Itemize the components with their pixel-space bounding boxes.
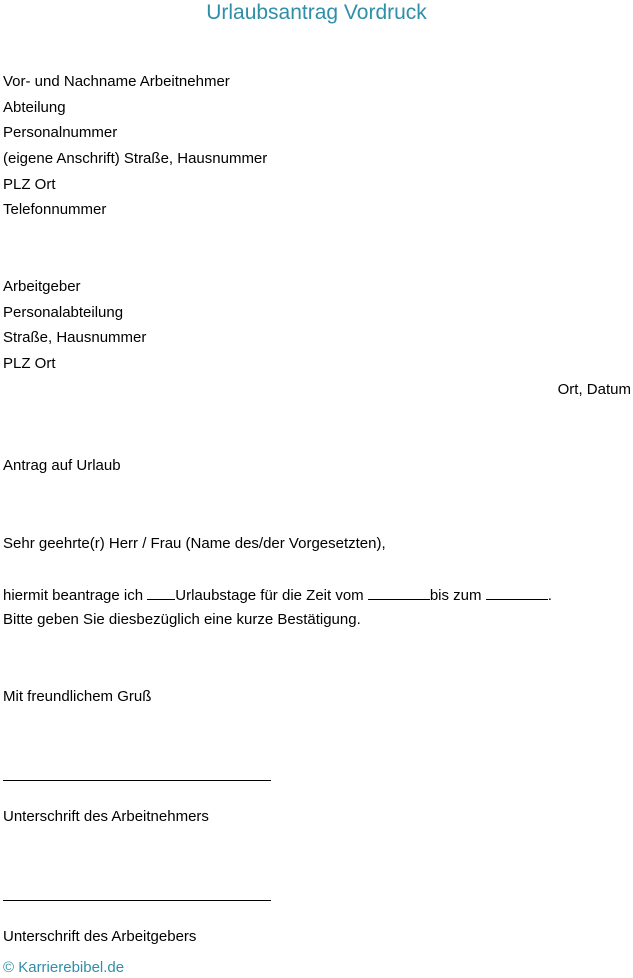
body-text-part1: hiermit beantrage ich [3,587,148,604]
salutation: Sehr geehrte(r) Herr / Frau (Name des/der Vorgesetzten), [3,535,386,552]
body-text-part2: Urlaubstage für die Zeit vom [175,587,368,604]
to-date-blank [486,585,548,600]
recipient-city: PLZ Ort [3,355,56,372]
sender-personnel-number: Personalnummer [3,124,118,141]
body-line-2: Bitte geben Sie diesbezüglich eine kurze Bestätigung. [3,611,361,628]
from-date-blank [368,585,430,600]
employer-signature-line [3,900,271,901]
employee-signature-line [3,780,271,781]
closing: Mit freundlichem Gruß [3,688,152,705]
days-blank [147,585,175,600]
sender-department: Abteilung [3,99,66,116]
recipient-street: Straße, Hausnummer [3,329,147,346]
recipient-employer: Arbeitgeber [3,278,81,295]
recipient-department: Personalabteilung [3,304,124,321]
subject-line: Antrag auf Urlaub [3,457,121,474]
employer-signature-label: Unterschrift des Arbeitgebers [3,928,197,945]
document-title: Urlaubsantrag Vordruck [206,1,427,24]
sender-city: PLZ Ort [3,176,56,193]
employee-signature-label: Unterschrift des Arbeitnehmers [3,808,209,825]
sender-phone: Telefonnummer [3,201,107,218]
place-date: Ort, Datum [557,381,631,398]
body-line-1 [3,585,552,604]
body-text-part4: . [547,587,552,604]
copyright-footer: © Karrierebibel.de [3,959,125,976]
sender-name: Vor- und Nachname Arbeitnehmer [3,73,230,90]
body-text-part3: bis zum [429,587,486,604]
sender-street: (eigene Anschrift) Straße, Hausnummer [3,150,268,167]
